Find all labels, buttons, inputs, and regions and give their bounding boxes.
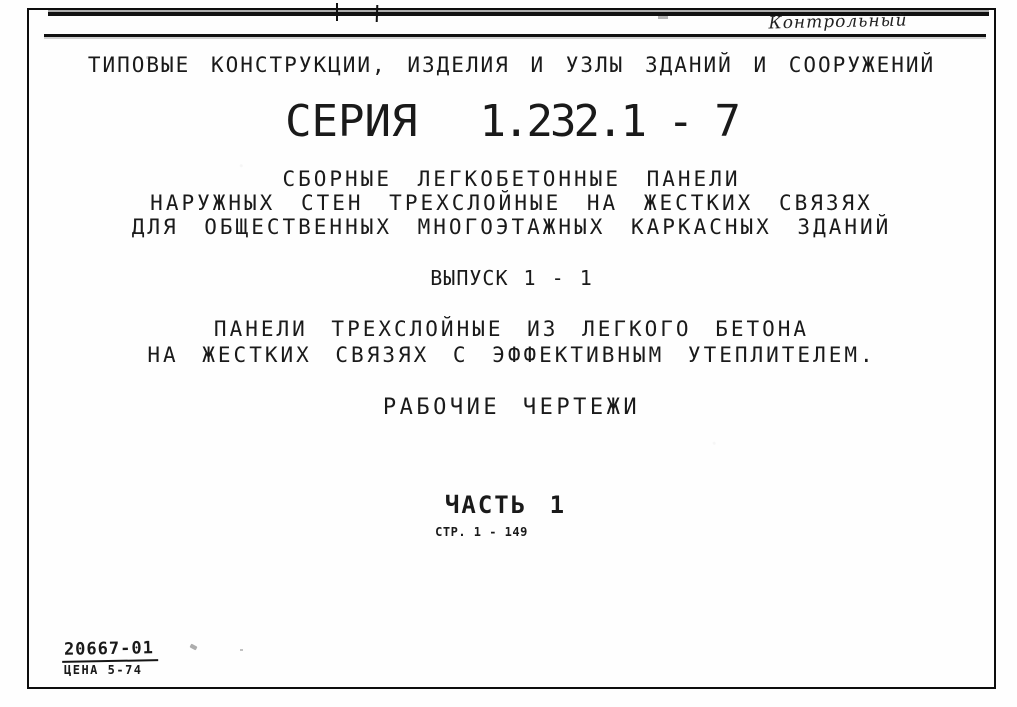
scan-speck — [146, 56, 149, 59]
series-title — [27, 96, 996, 147]
stamp-price: ЦЕНА 5-74 — [64, 663, 143, 677]
stamp-number: 20667-01 — [62, 638, 158, 663]
scan-speck — [658, 16, 668, 19]
description-line: НА ЖЕСТКИХ СВЯЗЯХ С ЭФФЕКТИВНЫМ УТЕПЛИТЕЛЕМ. — [147, 343, 876, 367]
pages-range: СТР. 1 - 149 — [435, 525, 528, 539]
series-number: 1.232.1 - 7 — [479, 96, 738, 147]
series-label: СЕРИЯ — [285, 96, 418, 147]
document-title — [27, 167, 996, 239]
handwritten-note: Контрольный — [768, 10, 908, 34]
panel-description — [27, 316, 996, 368]
title-line: ДЛЯ ОБЩЕСТВЕННЫХ МНОГОЭТАЖНЫХ КАРКАСНЫХ ЗДАНИЙ — [131, 215, 892, 239]
document-category-header: ТИПОВЫЕ КОНСТРУКЦИИ, ИЗДЕЛИЯ И УЗЛЫ ЗДАНИЙ И СООРУЖЕНИЙ — [87, 53, 936, 77]
title-line: НАРУЖНЫХ СТЕН ТРЕХСЛОЙНЫЕ НА ЖЕСТКИХ СВЯЗЯХ — [150, 191, 873, 215]
stamp-block — [62, 639, 158, 677]
document-type: РАБОЧИЕ ЧЕРТЕЖИ — [382, 395, 641, 420]
title-line: СБОРНЫЕ ЛЕГКОБЕТОННЫЕ ПАНЕЛИ — [282, 167, 741, 191]
issue-number: ВЫПУСК 1 - 1 — [430, 266, 593, 290]
header-rule — [44, 34, 986, 37]
part-number: ЧАСТЬ 1 — [444, 491, 567, 519]
scan-speck — [240, 649, 243, 651]
registration-tick — [336, 3, 338, 21]
description-line: ПАНЕЛИ ТРЕХСЛОЙНЫЕ ИЗ ЛЕГКОГО БЕТОНА — [213, 317, 810, 341]
